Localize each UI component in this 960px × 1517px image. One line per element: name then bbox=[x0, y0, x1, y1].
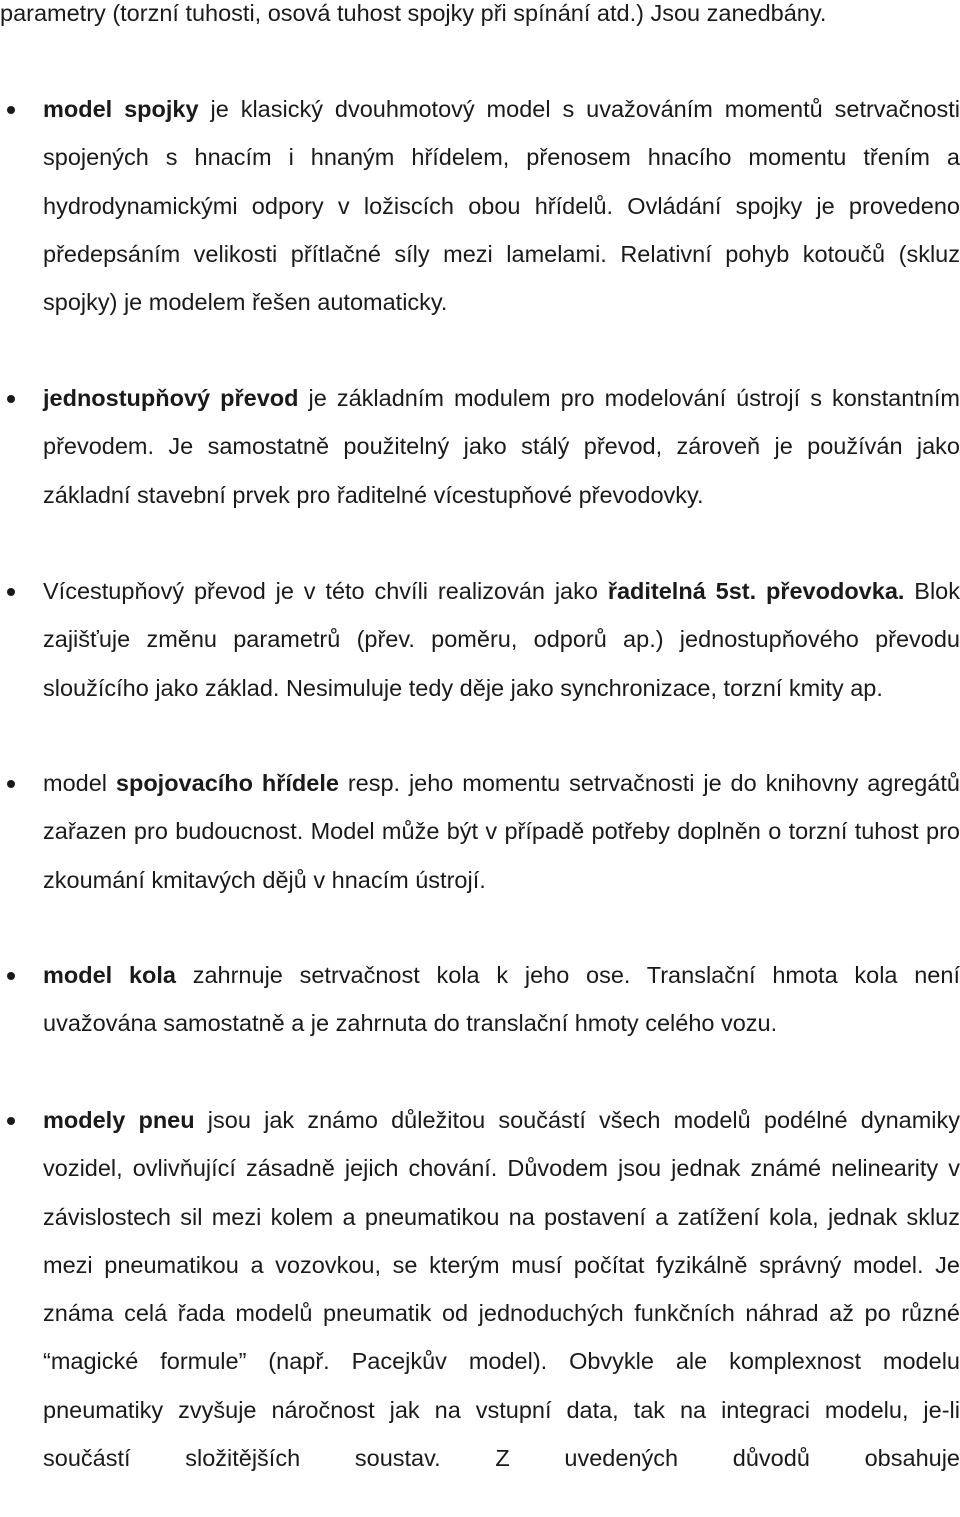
list-item-text bbox=[43, 567, 960, 712]
list-item-text bbox=[43, 951, 960, 1048]
item-prefix: Vícestupňový převod je v této chvíli realizován jako bbox=[43, 578, 608, 604]
bullet-icon bbox=[7, 780, 15, 788]
item-body: resp. jeho momentu setrvačnosti je do knihovny agregátů zařazen pro budoucnost. Model může být v případě potřeby doplněn o torzní tuhost pro zkoumání kmitavých dějů v hnacím ústrojí. bbox=[43, 770, 960, 893]
intro-paragraph: parametry (torzní tuhosti, osová tuhost spojky při spínání atd.) Jsou zanedbány. bbox=[0, 0, 827, 26]
list-item-text bbox=[43, 1096, 960, 1482]
item-body: Blok zajišťuje změnu parametrů (přev. poměru, odporů ap.) jednostupňového převodu sloužícího jako základ. Nesimuluje tedy děje jako synchronizace, torzní kmity ap. bbox=[43, 578, 960, 701]
bullet-icon bbox=[7, 395, 15, 403]
item-prefix: model bbox=[43, 770, 116, 796]
bold-term: jednostupňový převod bbox=[43, 385, 299, 411]
bold-term: model kola bbox=[43, 962, 176, 988]
list-item-text bbox=[43, 85, 960, 326]
item-body: je klasický dvouhmotový model s uvažováním momentů setrvačnosti spojených s hnacím i hnaným hřídelem, přenosem hnacího momentu třením a hydrodynamickými odpory v ložiscích obou hřídelů. Ovládání spojky je provedeno předepsáním velikosti přítlačné síly mezi lamelami. Relativní pohyb kotoučů (skluz spojky) je modelem řešen automaticky. bbox=[43, 96, 960, 316]
list-item-text bbox=[43, 374, 960, 519]
bold-term: řaditelná 5st. převodovka. bbox=[607, 578, 905, 604]
item-body: je základním modulem pro modelování ústrojí s konstantním převodem. Je samostatně použitelný jako stálý převod, zároveň je používán jako základní stavební prvek pro řaditelné vícestupňové převodovky. bbox=[43, 385, 960, 508]
bullet-icon bbox=[7, 1117, 15, 1125]
bullet-icon bbox=[7, 106, 15, 114]
bullet-icon bbox=[7, 588, 15, 596]
item-body: zahrnuje setrvačnost kola k jeho ose. Translační hmota kola není uvažována samostatně a je zahrnuta do translační hmoty celého vozu. bbox=[43, 962, 960, 1037]
item-body: jsou jak známo důležitou součástí všech modelů podélné dynamiky vozidel, ovlivňující zásadně jejich chování. Důvodem jsou jednak známé nelinearity v závislostech sil mezi kolem a pneumatikou na postavení a zatížení kola, jednak skluz mezi pneumatikou a vozovkou, se kterým musí počítat fyzikálně správný model. Je známa celá řada modelů pneumatik od jednoduchých funkčních náhrad až po různé “magické formule” (např. Pacejkův model). Obvykle ale komplexnost modelu pneumatiky zvyšuje náročnost jak na vstupní data, tak na integraci modelu, je-li součástí složitějších soustav. Z uvedených důvodů obsahuje bbox=[43, 1107, 960, 1472]
bullet-icon bbox=[7, 972, 15, 980]
bold-term: modely pneu bbox=[43, 1107, 195, 1133]
bold-term: model spojky bbox=[43, 96, 199, 122]
list-item-text bbox=[43, 759, 960, 904]
bold-term: spojovacího hřídele bbox=[115, 770, 339, 796]
